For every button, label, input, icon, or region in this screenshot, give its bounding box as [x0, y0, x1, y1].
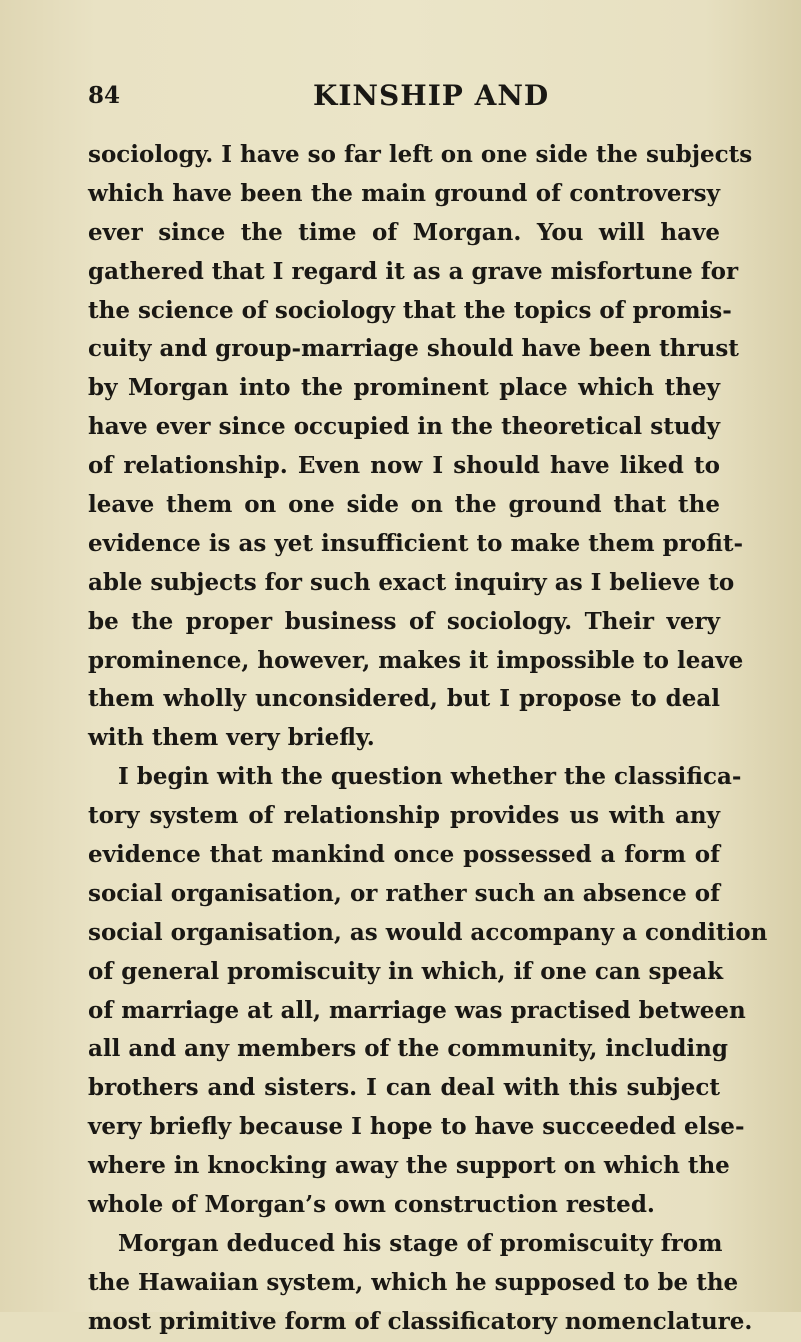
text-line: the Hawaiian system, which he supposed to be the: [88, 1268, 739, 1296]
text-line: tory system of relationship provides us with any: [88, 802, 720, 830]
text-line: most primitive form of classificatory nomenclature.: [88, 1307, 753, 1335]
text-line: cuity and group-marriage should have been thrust: [88, 335, 739, 363]
text-line: the science of sociology that the topics of promis-: [88, 296, 732, 324]
text-line: of general promiscuity in which, if one can speak: [88, 957, 724, 985]
text-line: brothers and sisters. I can deal with this subject: [88, 1074, 720, 1102]
text-line: whole of Morgan’s own construction rested.: [88, 1191, 655, 1219]
text-line: of relationship. Even now I should have liked to: [88, 452, 720, 480]
page-number: 84: [88, 82, 121, 109]
text-line: very briefly because I hope to have succeeded else-: [88, 1113, 745, 1141]
text-line: gathered that I regard it as a grave misfortune for: [88, 257, 739, 285]
text-line: I begin with the question whether the classifica-: [118, 763, 742, 791]
text-line: of marriage at all, marriage was practised between: [88, 996, 746, 1024]
running-head: KINSHIP AND: [313, 79, 550, 112]
text-line: be the proper business of sociology. Their very: [88, 607, 720, 635]
text-line: leave them on one side on the ground that the: [88, 491, 720, 519]
text-line: with them very briefly.: [88, 724, 375, 752]
text-line: sociology. I have so far left on one side the subjects: [88, 141, 753, 168]
text-line: have ever since occupied in the theoretical study: [88, 413, 720, 441]
text-line: ever since the time of Morgan. You will have: [88, 218, 720, 246]
text-line: social organisation, as would accompany a condition: [88, 918, 768, 946]
text-line: Morgan deduced his stage of promiscuity from: [118, 1229, 723, 1257]
text-line: which have been the main ground of controversy: [88, 179, 720, 207]
text-line: able subjects for such exact inquiry as I believe to: [88, 568, 735, 596]
text-line: social organisation, or rather such an absence of: [88, 879, 720, 907]
body-text: [88, 136, 768, 1342]
text-line: prominence, however, makes it impossible to leave: [88, 646, 744, 674]
text-line: all and any members of the community, including: [88, 1035, 728, 1063]
text-line: evidence is as yet insufficient to make them profit-: [88, 529, 744, 557]
text-line: evidence that mankind once possessed a form of: [88, 841, 720, 869]
text-line: where in knocking away the support on which the: [88, 1152, 730, 1180]
text-line: by Morgan into the prominent place which they: [88, 374, 720, 402]
text-line: them wholly unconsidered, but I propose to deal: [88, 685, 720, 713]
page-header: [88, 76, 718, 116]
